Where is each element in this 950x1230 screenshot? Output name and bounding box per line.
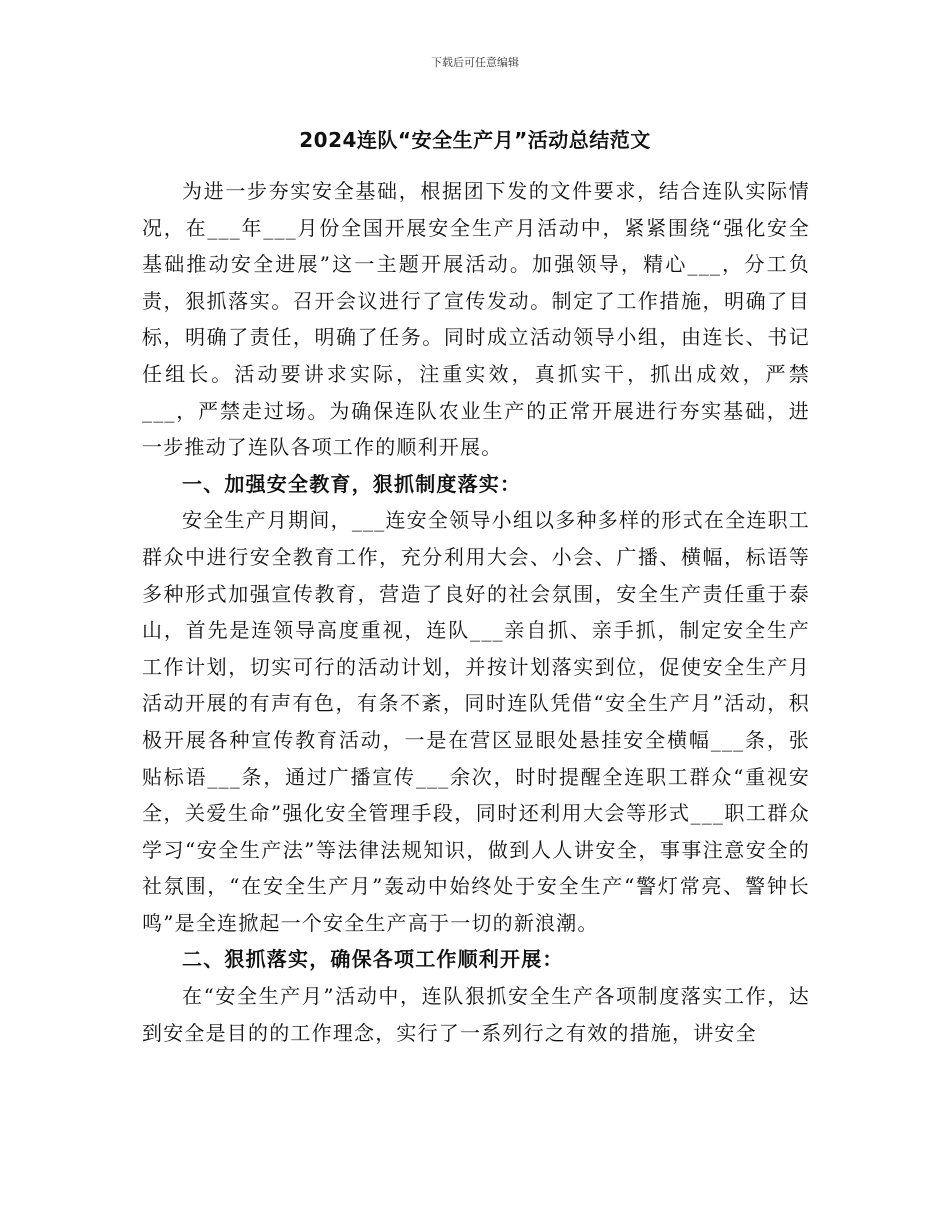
document-title: 2024连队“安全生产月”活动总结范文 [299, 128, 651, 152]
section-1-paragraph: 安全生产月期间，___连安全领导小组以多种多样的形式在全连职工群众中进行安全教育工作，充分利用大会、小会、广播、横幅，标语等多种形式加强宣传教育，营造了良好的社会氛围，安全生产责任重于泰山，首先是连领导高度重视，连队___亲自抓、亲手抓，制定安全生产工作计划，切实可行的活动计划，并按计划落实到位，促使安全生产月活动开展的有声有色，有条不紊，同时连队凭借“安全生产月”活动，积极开展各种宣传教育活动，一是在营区显眼处悬挂安全横幅___条，张贴标语___条，通过广播宣传___余次，时时提醒全连职工群众“重视安全，关爱生命”强化安全管理手段，同时还利用大会等形式___职工群众学习“安全生产法”等法律法规知识，做到人人讲安全，事事注意安全的社氛围，“在安全生产月”轰动中始终处于安全生产“警灯常亮、警钟长鸣”是全连掀起一个安全生产高于一切的新浪潮。 [142, 508, 810, 935]
section-1-heading: 一、加强安全教育，狠抓制度落实： [182, 471, 522, 496]
section-2-paragraph: 在“安全生产月”活动中，连队狠抓安全生产各项制度落实工作，达到安全是目的的工作理念，实行了一系列行之有效的措施，讲安全 [142, 984, 810, 1045]
header-note: 下载后可任意编辑 [431, 56, 519, 69]
document-body [142, 173, 810, 1051]
section-2-heading: 二、狠抓落实，确保各项工作顺利开展： [182, 947, 564, 972]
intro-paragraph: 为进一步夯实安全基础，根据团下发的文件要求，结合连队实际情况，在___年___月份全国开展安全生产月活动中，紧紧围绕“强化安全基础推动安全进展”这一主题开展活动。加强领导，精心___，分工负责，狠抓落实。召开会议进行了宣传发动。制定了工作措施，明确了目标，明确了责任，明确了任务。同时成立活动领导小组，由连长、书记任组长。活动要讲求实际，注重实效，真抓实干，抓出成效，严禁___，严禁走过场。为确保连队农业生产的正常开展进行夯实基础，进一步推动了连队各项工作的顺利开展。 [142, 179, 810, 460]
